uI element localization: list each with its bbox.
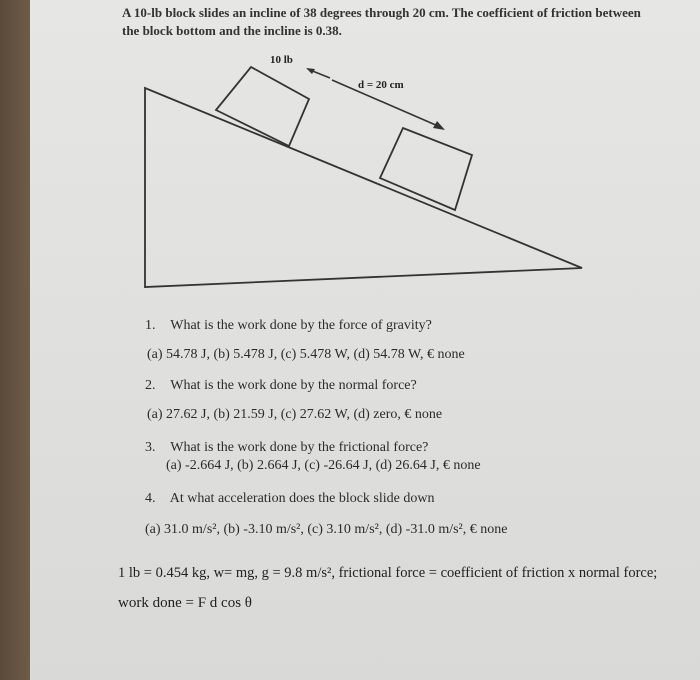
question-text: What is the work done by the normal force? (170, 378, 417, 393)
arrow-small-head (306, 68, 315, 74)
question-1 (145, 318, 432, 334)
given-formulas-line: 1 lb = 0.454 kg, w= mg, g = 9.8 m/s², frictional force = coefficient of friction x normal force; (118, 565, 658, 581)
question-text: What is the work done by the force of gravity? (170, 318, 432, 333)
question-number: 3. (145, 440, 156, 455)
distance-label: d = 20 cm (358, 79, 404, 91)
weight-label: 10 lb (270, 54, 293, 66)
answer-choices-3: (a) -2.664 J, (b) 2.664 J, (c) -26.64 J, (d) 26.64 J, € none (166, 458, 481, 473)
question-2 (145, 378, 417, 394)
question-text: What is the work done by the frictional force? (170, 440, 429, 455)
question-4 (145, 491, 434, 507)
work-formula-line: work done = F d cos θ (118, 595, 252, 611)
question-number: 2. (145, 378, 156, 393)
displacement-arrow-head (433, 121, 445, 130)
problem-statement: A 10-lb block slides an incline of 38 degrees through 20 cm. The coefficient of friction between the block bottom and the incline is 0.38. (122, 5, 641, 38)
block-top-position (216, 67, 309, 146)
block-bottom-position (380, 128, 472, 210)
answer-choices-1: (a) 54.78 J, (b) 5.478 J, (c) 5.478 W, (d) 54.78 W, € none (147, 347, 465, 362)
question-3 (145, 440, 428, 456)
answer-choices-2: (a) 27.62 J, (b) 21.59 J, (c) 27.62 W, (d) zero, € none (147, 407, 443, 422)
incline-triangle (145, 88, 582, 287)
question-number: 1. (145, 318, 156, 333)
answer-choices-4: (a) 31.0 m/s², (b) -3.10 m/s², (c) 3.10 m/s², (d) -31.0 m/s², € none (145, 522, 508, 537)
question-text: At what acceleration does the block slide down (169, 491, 435, 506)
question-number: 4. (145, 491, 156, 506)
